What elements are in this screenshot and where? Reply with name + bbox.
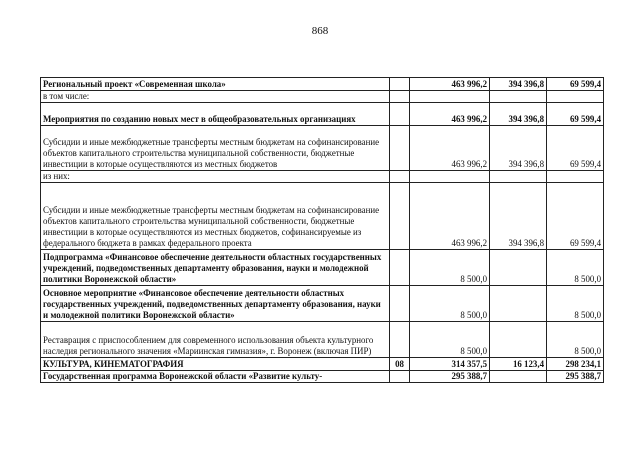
table-row [41, 358, 604, 371]
row-federal-cell [490, 286, 547, 322]
row-code-cell [390, 286, 410, 322]
row-federal-cell [490, 171, 547, 183]
table-row [41, 103, 604, 126]
table-row [41, 286, 604, 322]
row-name-cell: КУЛЬТУРА, КИНЕМАТОГРАФИЯ [41, 358, 390, 371]
row-regional-cell: 298 234,1 [547, 358, 604, 371]
row-regional-cell: 69 599,4 [547, 183, 604, 250]
row-regional-cell: 8 500,0 [547, 322, 604, 358]
row-total-cell: 463 996,2 [410, 183, 490, 250]
row-federal-cell [490, 250, 547, 286]
row-name-cell: из них: [41, 171, 390, 183]
row-code-cell [390, 183, 410, 250]
row-code-cell [390, 371, 410, 383]
row-federal-cell: 394 396,8 [490, 126, 547, 171]
row-name-cell: Субсидии и иные межбюджетные трансферты местным бюджетам на софинансирование объектов капитального строительства муниципальной собственности, бюджетные инвестиции в которые осуществляются из местных бюджетов, софинансируемые из федерального бюджета в рамках федерального проекта [41, 183, 390, 250]
row-federal-cell [490, 91, 547, 103]
row-code-cell [390, 250, 410, 286]
row-total-cell: 314 357,5 [410, 358, 490, 371]
row-code-cell [390, 126, 410, 171]
row-regional-cell: 69 599,4 [547, 78, 604, 91]
row-federal-cell [490, 322, 547, 358]
row-total-cell: 8 500,0 [410, 322, 490, 358]
row-code-cell [390, 171, 410, 183]
row-total-cell [410, 91, 490, 103]
row-name-cell: Субсидии и иные межбюджетные трансферты местным бюджетам на софинансирование объектов капитального строительства муниципальной собственности, бюджетные инвестиции в которые осуществляются из местных бюджетов [41, 126, 390, 171]
budget-table [40, 77, 604, 383]
row-name-cell: Основное мероприятие «Финансовое обеспечение деятельности областных государственных учреждений, подведомственных департаменту образования, науки и молодежной политики Воронежской области» [41, 286, 390, 322]
row-name-cell: Мероприятия по созданию новых мест в общеобразовательных организациях [41, 103, 390, 126]
row-code-cell: 08 [390, 358, 410, 371]
row-total-cell: 295 388,7 [410, 371, 490, 383]
row-name-cell: Государственная программа Воронежской области «Развитие культу- [41, 371, 390, 383]
row-regional-cell [547, 91, 604, 103]
table-row [41, 126, 604, 171]
table-row [41, 250, 604, 286]
row-total-cell: 8 500,0 [410, 286, 490, 322]
row-regional-cell: 69 599,4 [547, 126, 604, 171]
row-name-cell: Реставрация с приспособлением для современного использования объекта культурного наследия регионального значения «Мариинская гимназия», г. Воронеж (включая ПИР) [41, 322, 390, 358]
table-row [41, 91, 604, 103]
row-code-cell [390, 103, 410, 126]
table-row [41, 183, 604, 250]
row-federal-cell [490, 371, 547, 383]
row-total-cell [410, 171, 490, 183]
row-federal-cell: 394 396,8 [490, 78, 547, 91]
row-code-cell [390, 322, 410, 358]
page-number: 868 [311, 25, 329, 37]
row-total-cell: 8 500,0 [410, 250, 490, 286]
row-name-cell: в том числе: [41, 91, 390, 103]
row-regional-cell: 8 500,0 [547, 250, 604, 286]
table-row [41, 171, 604, 183]
row-code-cell [390, 78, 410, 91]
row-code-cell [390, 91, 410, 103]
row-total-cell: 463 996,2 [410, 126, 490, 171]
table-row [41, 371, 604, 383]
row-regional-cell [547, 171, 604, 183]
row-total-cell: 463 996,2 [410, 103, 490, 126]
row-regional-cell: 8 500,0 [547, 286, 604, 322]
row-regional-cell: 69 599,4 [547, 103, 604, 126]
row-total-cell: 463 996,2 [410, 78, 490, 91]
row-federal-cell: 394 396,8 [490, 103, 547, 126]
row-federal-cell: 16 123,4 [490, 358, 547, 371]
row-federal-cell: 394 396,8 [490, 183, 547, 250]
row-name-cell: Подпрограмма «Финансовое обеспечение деятельности областных государственных учреждений, подведомственных департаменту образования, науки и молодежной политики Воронежской области» [41, 250, 390, 286]
table-row [41, 78, 604, 91]
row-name-cell: Региональный проект «Современная школа» [41, 78, 390, 91]
row-regional-cell: 295 388,7 [547, 371, 604, 383]
table-row [41, 322, 604, 358]
